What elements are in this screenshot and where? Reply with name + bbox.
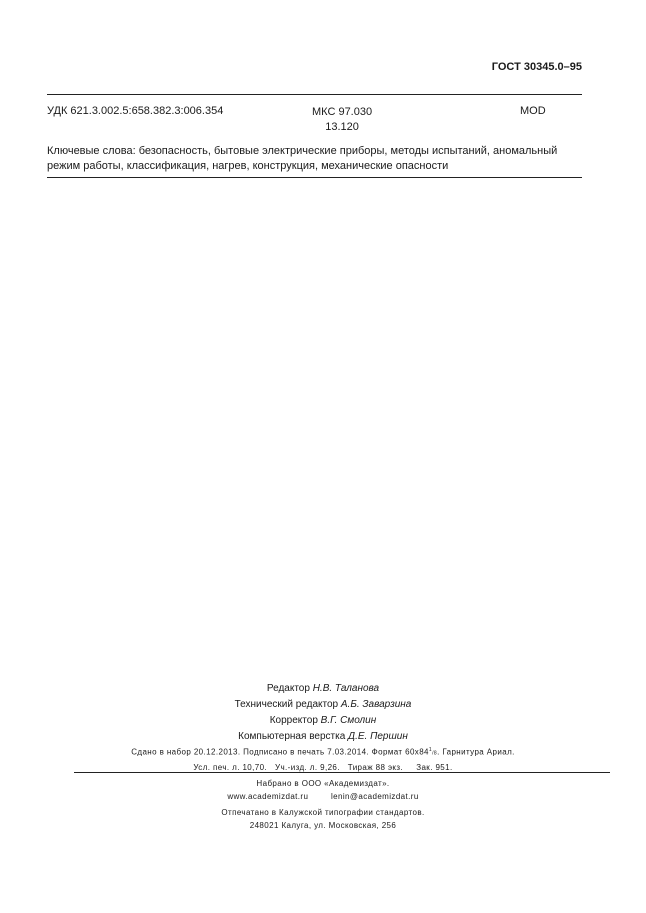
imprint-divider: [74, 772, 610, 773]
editor-label: Редактор: [266, 683, 310, 694]
format-fraction-sub: /8: [432, 750, 438, 757]
printer-line-1: Отпечатано в Калужской типографии стандартов.: [221, 808, 425, 817]
mod-label: MOD: [520, 105, 546, 117]
top-divider: [47, 94, 582, 95]
imprint-line-1-start: Сдано в набор 20.12.2013. Подписано в печать 7.03.2014. Формат 60х84: [131, 747, 429, 757]
imprint-line-2: Усл. печ. л. 10,70. Уч.-изд. л. 9,26. Тираж 88 экз. Зак. 951.: [193, 762, 453, 772]
mks-line-1: МКС 97.030: [312, 106, 373, 118]
email-link[interactable]: lenin@academizdat.ru: [330, 792, 419, 801]
printer-block: [0, 806, 646, 832]
tech-editor-label: Технический редактор: [234, 699, 339, 710]
format-fraction-sup: 1: [428, 747, 433, 753]
editor-name: Н.В. Таланова: [312, 683, 380, 694]
publisher-block: [0, 777, 646, 803]
corrector-name: В.Г. Смолин: [320, 715, 377, 726]
standard-id: ГОСТ 30345.0–95: [491, 61, 582, 73]
imprint-line-1: [0, 744, 646, 761]
website-link[interactable]: www.academizdat.ru: [227, 792, 309, 801]
corrector-row: [0, 713, 646, 729]
layout-label: Компьютерная верстка: [238, 731, 346, 742]
mks-line-2: 13.120: [325, 121, 359, 133]
imprint-line-1-end: . Гарнитура Ариал.: [437, 747, 515, 757]
keywords-text: Ключевые слова: безопасность, бытовые электрические приборы, методы испытаний, аномальный режим работы, классификация, нагрев, конструкция, механические опасности: [47, 145, 558, 172]
tech-editor-row: [0, 697, 646, 713]
typeset-line: Набрано в ООО «Академиздат».: [256, 779, 390, 788]
imprint-block: [0, 744, 646, 774]
corrector-label: Корректор: [269, 715, 318, 726]
publisher-links: [0, 790, 646, 803]
mks-code: [312, 105, 372, 135]
printer-line-2: 248021 Калуга, ул. Московская, 256: [249, 821, 397, 830]
keywords-divider: [47, 177, 582, 178]
udk-code: УДК 621.3.002.5:658.382.3:006.354: [47, 105, 224, 117]
layout-name: Д.Е. Першин: [348, 731, 408, 742]
editor-row: [0, 681, 646, 697]
tech-editor-name: А.Б. Заварзина: [340, 699, 412, 710]
layout-row: [0, 729, 646, 745]
credits-block: [0, 681, 646, 745]
